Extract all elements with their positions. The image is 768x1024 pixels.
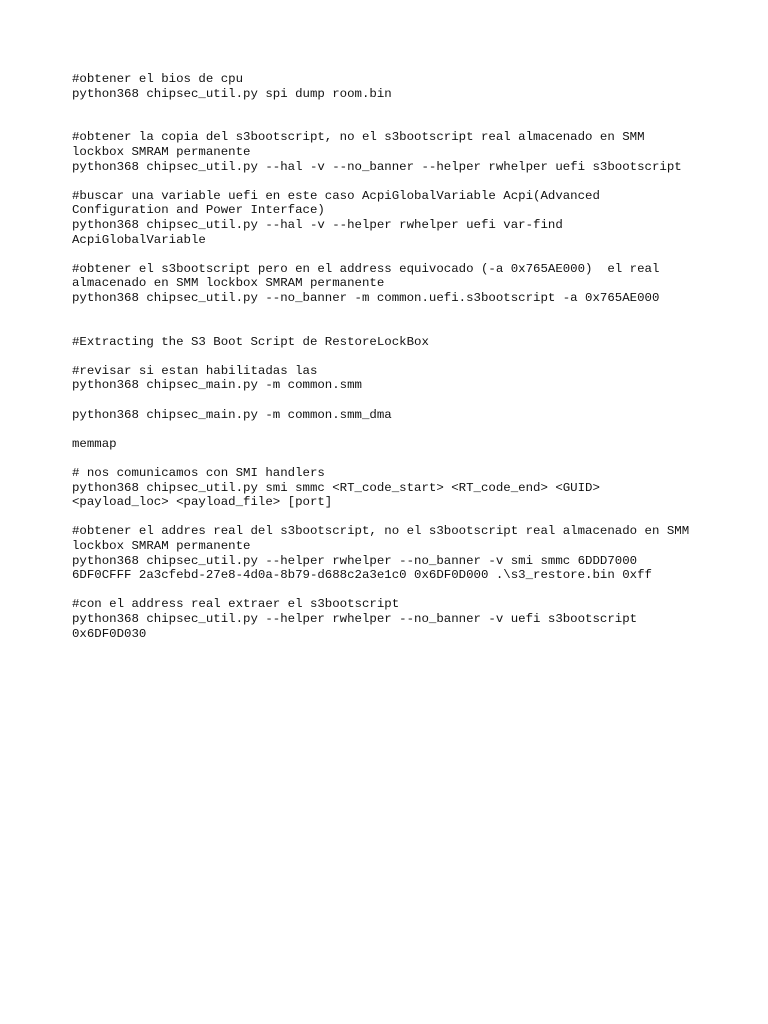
text-line: python368 chipsec_main.py -m common.smm (72, 378, 362, 393)
text-line (72, 451, 712, 466)
text-line: almacenado en SMM lockbox SMRAM permanente (72, 276, 385, 291)
text-line: <payload_loc> <payload_file> [port] (72, 495, 333, 510)
text-line: lockbox SMRAM permanente (72, 144, 251, 159)
text-line (72, 306, 712, 321)
text-line: 0x6DF0D030 (72, 626, 147, 641)
text-line: #obtener el addres real del s3bootscript, no el s3bootscript real almacenado en SMM (72, 524, 690, 539)
text-line (72, 174, 712, 189)
text-line: python368 chipsec_util.py --no_banner -m common.uefi.s3bootscript -a 0x765AE000 (72, 290, 660, 305)
text-line (72, 101, 712, 116)
text-line: memmap (72, 436, 117, 451)
text-line (72, 393, 712, 408)
text-line (72, 116, 712, 131)
text-line: # nos comunicamos con SMI handlers (72, 466, 325, 481)
text-line: #buscar una variable uefi en este caso AcpiGlobalVariable Acpi(Advanced (72, 188, 600, 203)
text-line: 6DF0CFFF 2a3cfebd-27e8-4d0a-8b79-d688c2a3e1c0 0x6DF0D000 .\s3_restore.bin 0xff (72, 568, 652, 583)
text-line: #Extracting the S3 Boot Script de RestoreLockBox (72, 334, 429, 349)
text-line: python368 chipsec_util.py smi smmc <RT_code_start> <RT_code_end> <GUID> (72, 480, 600, 495)
text-line: #obtener el bios de cpu (72, 72, 244, 86)
text-line (72, 422, 712, 437)
text-line: python368 chipsec_util.py --helper rwhelper --no_banner -v smi smmc 6DDD7000 (72, 553, 638, 568)
text-line: #obtener la copia del s3bootscript, no el s3bootscript real almacenado en SMM (72, 130, 645, 145)
text-line: python368 chipsec_util.py spi dump room.bin (72, 86, 392, 101)
text-line: python368 chipsec_util.py --helper rwhelper --no_banner -v uefi s3bootscript (72, 611, 638, 626)
text-line: python368 chipsec_main.py -m common.smm_dma (72, 407, 392, 422)
text-line: Configuration and Power Interface) (72, 203, 325, 218)
text-line: #con el address real extraer el s3bootscript (72, 597, 400, 612)
document-page (72, 72, 712, 641)
text-line: python368 chipsec_util.py --hal -v --no_banner --helper rwhelper uefi s3bootscript (72, 159, 682, 174)
text-line: lockbox SMRAM permanente (72, 539, 251, 553)
text-line (72, 320, 712, 335)
text-line (72, 247, 712, 262)
text-line (72, 510, 712, 525)
text-line: AcpiGlobalVariable (72, 232, 206, 247)
text-line (72, 349, 712, 364)
text-line: python368 chipsec_util.py --hal -v --helper rwhelper uefi var-find (72, 217, 563, 232)
text-line (72, 583, 712, 598)
text-line: #revisar si estan habilitadas las (72, 363, 318, 378)
text-line: #obtener el s3bootscript pero en el address equivocado (-a 0x765AE000) el real (72, 261, 660, 276)
